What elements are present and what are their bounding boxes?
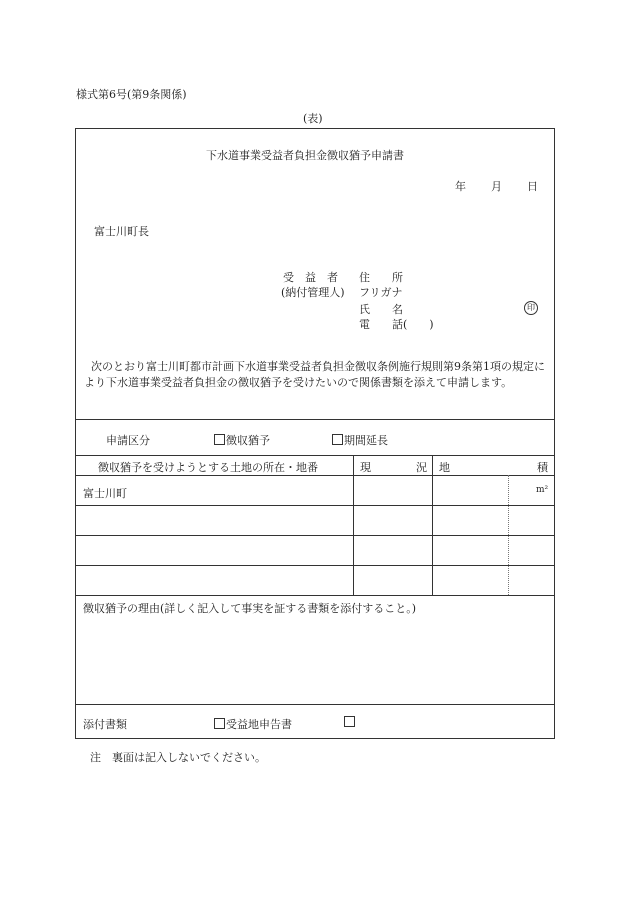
address-label[interactable]: 住 所	[359, 271, 403, 284]
divider-attachments	[76, 704, 554, 705]
applicant-role-label: 受 益 者	[283, 271, 338, 284]
col-divider-area	[432, 455, 433, 595]
extension-checkbox[interactable]	[332, 434, 343, 445]
footer-note: 注 裏面は記入しないでください。	[90, 751, 266, 764]
date-year[interactable]: 年	[455, 180, 466, 193]
attachments-label: 添付書類	[83, 718, 127, 731]
divider-table-top	[76, 455, 554, 456]
option-deferral-label: 徴収猶予	[226, 434, 270, 447]
application-type-label: 申請区分	[106, 434, 150, 447]
statement-text: 次のとおり富士川町都市計画下水道事業受益者負担金徴収条例施行規則第9条第1項の規定により下水道事業受益者負担金の徴収猶予を受けたいので関係書類を添えて申請します。	[84, 360, 545, 389]
option-deferral[interactable]	[214, 432, 270, 448]
applicant-role-sub: (納付管理人)	[281, 286, 345, 299]
reason-label: 徴収猶予の理由(詳しく記入して事実を証する書類を添付すること。)	[83, 602, 417, 615]
addressee: 富士川町長	[94, 225, 149, 238]
form-number: 様式第6号(第9条関係)	[76, 88, 187, 101]
seal-mark: 印	[524, 301, 538, 315]
deferral-checkbox[interactable]	[214, 434, 225, 445]
header-area-1: 地	[439, 461, 450, 474]
option-other[interactable]	[344, 716, 356, 729]
side-label: (表)	[303, 112, 323, 125]
divider-table-bottom	[76, 595, 554, 596]
area-decimal-divider	[508, 475, 509, 595]
header-status-1: 現	[360, 461, 371, 474]
area-unit: m²	[536, 485, 549, 495]
divider-row-1	[76, 505, 554, 506]
seal-icon	[524, 300, 538, 315]
form-title: 下水道事業受益者負担金徴収猶予申請書	[206, 149, 404, 162]
option-declaration[interactable]	[214, 716, 292, 732]
divider-row-2	[76, 535, 554, 536]
application-statement	[84, 359, 550, 391]
reason-field[interactable]	[76, 619, 554, 701]
date-day[interactable]: 日	[527, 180, 538, 193]
divider-type-top	[76, 419, 554, 420]
option-extension-label: 期間延長	[344, 434, 388, 447]
header-status-2: 況	[416, 461, 427, 474]
col-divider-status	[353, 455, 354, 595]
name-label[interactable]: 氏 名	[359, 303, 403, 316]
header-area-2: 積	[537, 461, 548, 474]
application-form	[75, 128, 555, 739]
declaration-checkbox[interactable]	[214, 718, 225, 729]
header-location: 徴収猶予を受けようとする土地の所在・地番	[98, 461, 318, 474]
row1-location[interactable]: 富士川町	[83, 487, 127, 500]
divider-table-header	[76, 475, 554, 476]
phone-label[interactable]: 電 話( )	[359, 318, 434, 331]
furigana-label[interactable]: フリガナ	[359, 286, 403, 299]
divider-row-3	[76, 565, 554, 566]
other-checkbox[interactable]	[344, 716, 355, 727]
option-extension[interactable]	[332, 432, 388, 448]
option-declaration-label: 受益地申告書	[226, 718, 292, 731]
date-month[interactable]: 月	[491, 180, 502, 193]
